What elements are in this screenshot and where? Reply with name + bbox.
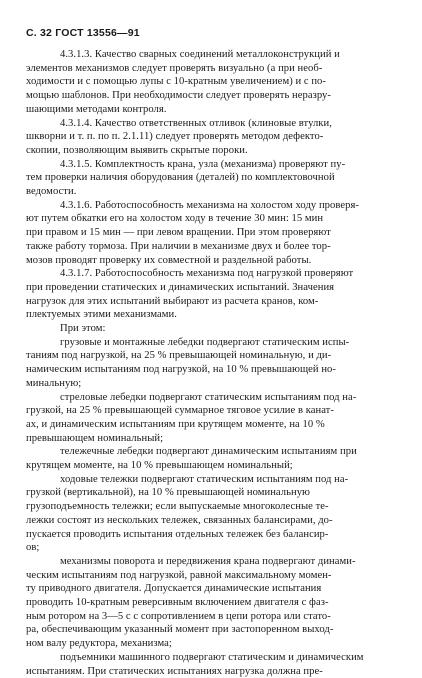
text-line: ах, и динамическим испытаниям при крутящем моменте, на 10 % [26, 418, 325, 430]
text-line: тележечные лебедки подвергают динамическим испытаниям при [60, 446, 357, 458]
text-line: таниям под нагрузкой, на 25 % превышающей номинальную, и ди- [26, 350, 332, 362]
text-line: ходимости и с помощью лупы с 10-кратным увеличением) и с по- [26, 76, 326, 88]
text-line: грузоподъемность тележки; если выпускаемые многоколесные те- [26, 501, 329, 513]
page-header: С. 32 ГОСТ 13556—91 [26, 27, 140, 39]
text-line: при проведении статических и динамических испытаний. Значения [26, 281, 335, 293]
text-line: лежки состоят из нескольких тележек, связанных балансирами, до- [26, 514, 333, 526]
text-line: 4.3.1.3. Качество сварных соединений металлоконструкций и [60, 49, 340, 60]
text-line: проводить 10-кратным реверсивным включением двигателя с фаз- [26, 597, 329, 608]
text-line: шающими методами контроля. [26, 103, 167, 115]
text-line: ту приводного двигателя. Допускается динамические испытания [26, 583, 322, 595]
text-line: стреловые лебедки подвергают статическим испытаниям под на- [60, 391, 357, 403]
text-line: элементов механизмов следует проверять визуально (а при необ- [26, 62, 323, 74]
text-line: механизмы поворота и передвижения крана подвергают динами- [60, 555, 356, 567]
text-line: 4.3.1.5. Комплектность крана, узла (механизма) проверяют пу- [60, 158, 346, 170]
text-line: пускается проводить испытания отдельных тележек без балансир- [26, 528, 329, 540]
text-line: превышающем номинальный; [26, 432, 164, 444]
text-line: ведомости. [26, 186, 77, 197]
text-line: мощью шаблонов. При необходимости следует проверять неразру- [26, 90, 331, 102]
text-line: грузовые и монтажные лебедки подвергают статическим испы- [60, 336, 350, 348]
text-line: 4.3.1.6. Работоспособность механизма на холостом ходу проверя- [60, 199, 359, 211]
text-line: ным ротором на 3—5 с с сопротивлением в цепи ротора или стато- [26, 610, 331, 622]
text-line: ют путем обкатки его на холостом ходу в течение 30 мин: 15 мин [26, 213, 324, 225]
text-line: грузкой (вертикальной), на 10 % превышающей номинальную [26, 487, 311, 499]
text-line: испытаниям. При статических испытаниях нагрузка должна пре- [26, 665, 323, 677]
text-line: ра, обеспечивающим указанный момент при застопоренном выход- [26, 624, 334, 636]
text-line: минальную; [26, 377, 82, 389]
text-line: ном валу редуктора, механизма; [26, 638, 172, 650]
text-line: также работу тормоза. При наличии в механизме двух и более тор- [26, 240, 331, 252]
text-line: ов; [26, 542, 40, 554]
text-line: крутящем моменте, на 10 % превышающем номинальный; [26, 460, 293, 471]
text-line: намическим испытаниям под нагрузкой, на 10 % превышающей но- [26, 364, 336, 376]
text-line: нагрузок для этих испытаний выбирают из расчета кранов, ком- [26, 295, 319, 307]
text-line: тем проверки наличия оборудования (деталей) по комплектовочной [26, 172, 335, 184]
text-line: ческим испытаниям под нагрузкой, равной максимальному момен- [26, 569, 332, 581]
text-line: шкворни и т. п. по п. 2.1.11) следует проверять методом дефекто- [26, 131, 324, 143]
text-line: мозов проводят проверку их совместной и раздельной работы. [26, 254, 312, 266]
text-line: При этом: [60, 323, 106, 334]
text-line: скопии, позволяющим выявить скрытые пороки. [26, 144, 248, 156]
text-line: 4.3.1.4. Качество ответственных отливок (клиновые втулки, [60, 117, 332, 129]
text-line: при правом и 15 мин — при левом вращении. При этом проверяют [26, 227, 331, 239]
text-line: плектуемых этими механизмами. [26, 309, 177, 321]
text-line: 4.3.1.7. Работоспособность механизма под нагрузкой проверяют [60, 268, 354, 280]
text-line: грузкой, на 25 % превышающей суммарное тяговое усилие в канат- [26, 405, 334, 417]
text-line: ходовые тележки подвергают статическим испытаниям под на- [60, 473, 349, 485]
text-line: подъемники машинного подвергают статическим и динамическим [60, 651, 364, 663]
